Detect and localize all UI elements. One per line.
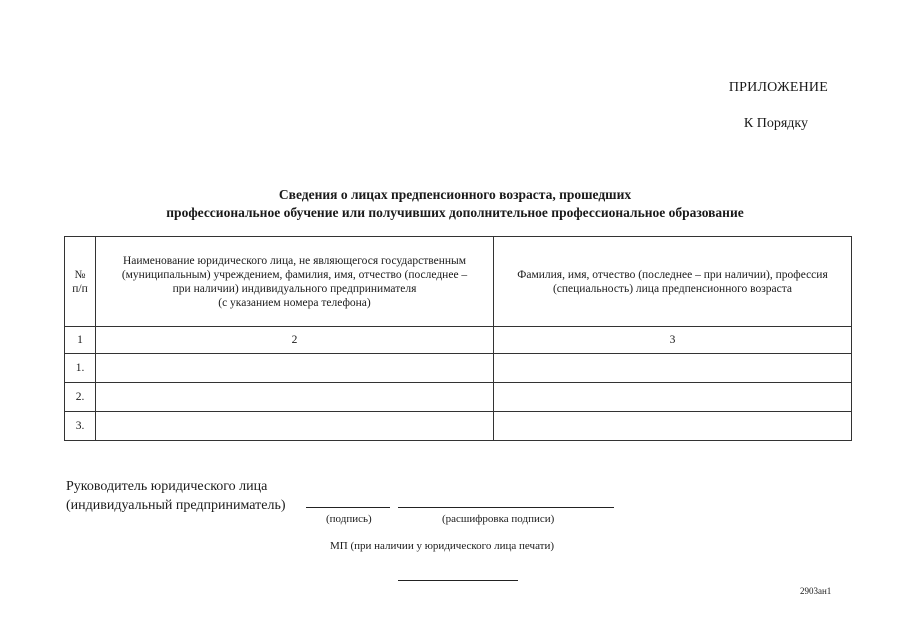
signatory-line-2: (индивидуальный предприниматель) [66,498,286,513]
col-header-number: № п/п [65,237,96,327]
table-header-row [65,237,852,327]
col-number-1: 1 [65,327,96,354]
document-code: 2903ан1 [800,586,832,596]
separator-line [398,580,518,581]
row-number: 3. [65,412,96,441]
table-row [65,383,852,412]
signature-line[interactable] [306,507,390,508]
person-cell[interactable] [494,354,852,383]
row-number: 1. [65,354,96,383]
table-row [65,354,852,383]
org-cell[interactable] [96,354,494,383]
data-table [64,236,852,441]
table-row [65,412,852,441]
person-cell[interactable] [494,383,852,412]
stamp-note: МП (при наличии у юридического лица печати) [330,540,555,552]
col-number-2: 2 [96,327,494,354]
signature-decode-line[interactable] [398,507,614,508]
to-order-label: К Порядку [743,116,808,131]
person-cell[interactable] [494,412,852,441]
appendix-label: ПРИЛОЖЕНИЕ [728,80,828,95]
col-number-3: 3 [494,327,852,354]
signature-caption: (подпись) [326,513,372,525]
col-header-organization: Наименование юридического лица, не являющегося государственным (муниципальным) учреждением, фамилия, имя, отчество (последнее – при наличии) индивидуального предпринимателя (с указанием номера телефона) [96,237,494,327]
decode-caption: (расшифровка подписи) [442,513,555,525]
signatory-line-1: Руководитель юридического лица [66,479,268,494]
org-cell[interactable] [96,412,494,441]
row-number: 2. [65,383,96,412]
org-cell[interactable] [96,383,494,412]
title-line-2: профессиональное обучение или получивших дополнительное профессиональное образование [166,205,744,220]
col-header-person: Фамилия, имя, отчество (последнее – при наличии), профессия (специальность) лица предпенсионного возраста [494,237,852,327]
title-line-1: Сведения о лицах предпенсионного возраста, прошедших [278,187,632,202]
column-number-row [65,327,852,354]
document-title [100,186,810,222]
signatory-label [66,477,286,515]
